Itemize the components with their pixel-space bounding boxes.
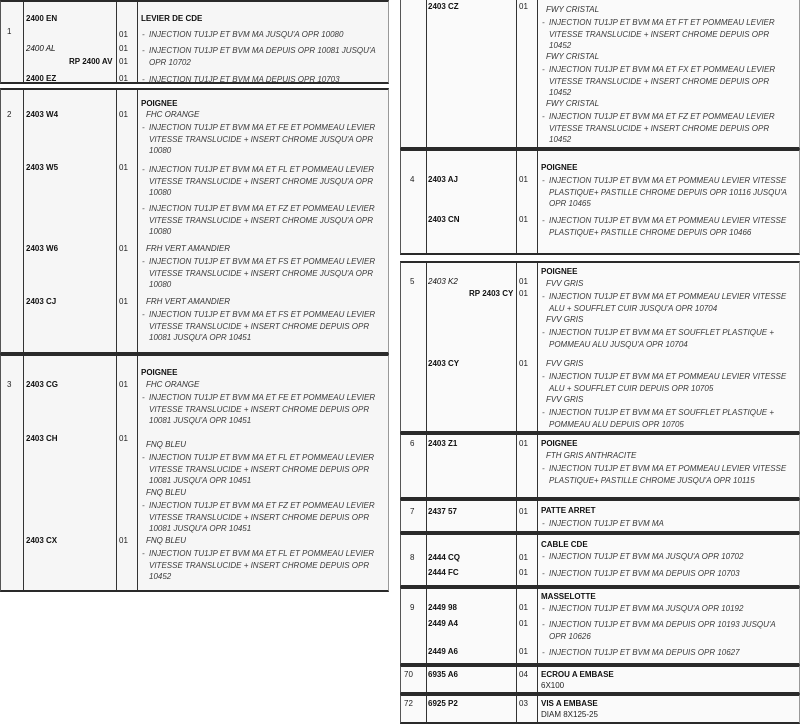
part-reference: 2403 CN (428, 215, 460, 224)
part-description: - INJECTION TU1JP ET BVM MA DEPUIS OPR 10193 JUSQU'A OPR 10626 (549, 619, 789, 642)
item-number: 2 (7, 110, 12, 119)
variant-label: FWY CRISTAL (546, 99, 600, 108)
variant-label: FRH VERT AMANDIER (146, 244, 231, 253)
part-spec: 6X100 (541, 681, 565, 690)
item-block-3 (0, 354, 389, 592)
quantity: 01 (519, 359, 528, 368)
part-reference: 2403 W5 (26, 163, 59, 172)
part-description: - INJECTION TU1JP ET BVM MA ET FL ET POMMEAU LEVIER VITESSE TRANSLUCIDE + INSERT CHROME DEPUIS OPR 10452 (149, 548, 381, 583)
part-title: CABLE CDE (541, 540, 588, 549)
quantity: 01 (119, 57, 128, 66)
variant-label: FWY CRISTAL (546, 52, 600, 61)
part-description: - INJECTION TU1JP ET BVM MA DEPUIS OPR 10081 JUSQU'A OPR 10702 (149, 45, 381, 68)
part-reference: 6925 P2 (428, 699, 458, 708)
part-description: - INJECTION TU1JP ET BVM MA ET POMMEAU LEVIER VITESSE PLASTIQUE+ PASTILLE CHROME DEPUIS OPR 10116 JUSQU'A OPR 10465 (549, 175, 789, 210)
part-reference: 2444 FC (428, 568, 459, 577)
item-block-4 (400, 149, 800, 255)
quantity: 01 (119, 163, 128, 172)
part-description: - INJECTION TU1JP ET BVM MA ET FS ET POMMEAU LEVIER VITESSE TRANSLUCIDE + INSERT CHROME DEPUIS OPR 10081 JUSQU'A OPR 10451 (149, 309, 381, 344)
part-reference: 2403 CH (26, 434, 58, 443)
item-number: 5 (410, 277, 415, 286)
part-description: - INJECTION TU1JP ET BVM MA ET POMMEAU LEVIER VITESSE ALU + SOUFFLET CUIR DEPUIS OPR 10705 (549, 371, 789, 394)
variant-label: FRH VERT AMANDIER (146, 297, 231, 306)
part-description: - INJECTION TU1JP ET BVM MA DEPUIS OPR 10627 (549, 647, 789, 659)
part-description: - INJECTION TU1JP ET BVM MA ET FZ ET POMMEAU LEVIER VITESSE TRANSLUCIDE + INSERT CHROME DEPUIS OPR 10081 JUSQU'A OPR 10451 (149, 500, 381, 535)
item-block-8 (400, 533, 800, 587)
part-title: POIGNEE (141, 99, 178, 108)
quantity: 04 (519, 670, 528, 679)
part-title: ECROU A EMBASE (541, 670, 614, 679)
part-reference: 2403 AJ (428, 175, 458, 184)
item-number: 72 (404, 699, 413, 708)
quantity: 01 (519, 603, 528, 612)
part-title: POIGNEE (541, 163, 578, 172)
variant-label: FTH GRIS ANTHRACITE (546, 451, 637, 460)
item-number: 1 (7, 27, 12, 36)
part-description: - INJECTION TU1JP ET BVM MA (549, 518, 789, 530)
variant-label: FNQ BLEU (146, 488, 187, 497)
part-description: - INJECTION TU1JP ET BVM MA ET FL ET POMMEAU LEVIER VITESSE TRANSLUCIDE + INSERT CHROME JUSQU'A OPR 10080 (149, 164, 381, 199)
item-number: 6 (410, 439, 415, 448)
quantity: 01 (119, 434, 128, 443)
quantity: 01 (519, 175, 528, 184)
variant-label: FVV GRIS (546, 315, 584, 324)
part-reference: 2400 EN (26, 14, 58, 23)
part-description: - INJECTION TU1JP ET BVM MA ET FS ET POMMEAU LEVIER VITESSE TRANSLUCIDE + INSERT CHROME JUSQU'A OPR 10080 (149, 256, 381, 291)
item-number: 3 (7, 380, 12, 389)
part-title: VIS A EMBASE (541, 699, 598, 708)
part-description: - INJECTION TU1JP ET BVM MA ET SOUFFLET PLASTIQUE + POMMEAU ALU JUSQU'A OPR 10704 (549, 327, 789, 350)
part-title: MASSELOTTE (541, 592, 596, 601)
quantity: 01 (519, 619, 528, 628)
item-number: 70 (404, 670, 413, 679)
part-description: - INJECTION TU1JP ET BVM MA ET FZ ET POMMEAU LEVIER VITESSE TRANSLUCIDE + INSERT CHROME DEPUIS OPR 10452 (549, 111, 789, 146)
quantity: 01 (119, 536, 128, 545)
variant-label: FWY CRISTAL (546, 5, 600, 14)
quantity: 01 (519, 553, 528, 562)
variant-label: FHC ORANGE (146, 110, 200, 119)
part-reference: 2403 W4 (26, 110, 59, 119)
item-block-1 (0, 0, 389, 84)
part-description: - INJECTION TU1JP ET BVM MA ET POMMEAU LEVIER VITESSE ALU + SOUFFLET CUIR JUSQU'A OPR 10704 (549, 291, 789, 314)
part-reference: 2400 EZ (26, 74, 57, 83)
variant-label: FVV GRIS (546, 279, 584, 288)
variant-label: FVV GRIS (546, 395, 584, 404)
variant-label: FHC ORANGE (146, 380, 200, 389)
quantity: 01 (519, 439, 528, 448)
part-reference: 2449 98 (428, 603, 457, 612)
part-reference: 2403 CJ (26, 297, 57, 306)
item-block-9 (400, 587, 800, 665)
quantity: 01 (119, 44, 128, 53)
part-title: POIGNEE (541, 439, 578, 448)
quantity: 01 (519, 647, 528, 656)
item-block-2 (0, 88, 389, 354)
part-title: POIGNEE (141, 368, 178, 377)
part-description: - INJECTION TU1JP ET BVM MA ET FT ET POMMEAU LEVIER VITESSE TRANSLUCIDE + INSERT CHROME DEPUIS OPR 10452 (549, 17, 789, 52)
quantity: 01 (119, 74, 128, 83)
variant-label: FNQ BLEU (146, 536, 187, 545)
part-description: - INJECTION TU1JP ET BVM MA ET FE ET POMMEAU LEVIER VITESSE TRANSLUCIDE + INSERT CHROME DEPUIS OPR 10081 JUSQU'A OPR 10451 (149, 392, 381, 427)
part-spec: DIAM 8X125-25 (541, 710, 598, 719)
part-reference: 2400 AL (26, 44, 56, 53)
quantity: 01 (119, 244, 128, 253)
part-title: PATTE ARRET (541, 506, 596, 515)
variant-label: FVV GRIS (546, 359, 584, 368)
part-description: - INJECTION TU1JP ET BVM MA ET FL ET POMMEAU LEVIER VITESSE TRANSLUCIDE + INSERT CHROME DEPUIS OPR 10081 JUSQU'A OPR 10451 (149, 452, 381, 487)
part-reference: 2403 CG (26, 380, 59, 389)
quantity: 01 (119, 297, 128, 306)
item-number: 4 (410, 175, 415, 184)
part-reference: 2403 CY (428, 359, 460, 368)
variant-label: FNQ BLEU (146, 440, 187, 449)
item-block-72 (400, 694, 800, 724)
part-reference: 6935 A6 (428, 670, 458, 679)
part-reference: 2444 CQ (428, 553, 461, 562)
part-title: POIGNEE (541, 267, 578, 276)
quantity: 01 (519, 2, 528, 11)
part-description: - INJECTION TU1JP ET BVM MA DEPUIS OPR 10703 (549, 568, 789, 580)
part-reference: 2449 A6 (428, 647, 458, 656)
quantity: 01 (119, 380, 128, 389)
part-reference-rp: RP 2403 CY (469, 289, 514, 298)
part-description: - INJECTION TU1JP ET BVM MA ET POMMEAU LEVIER VITESSE PLASTIQUE+ PASTILLE CHROME DEPUIS OPR 10466 (549, 215, 789, 238)
item-block-7 (400, 499, 800, 533)
part-description: - INJECTION TU1JP ET BVM MA ET POMMEAU LEVIER VITESSE PLASTIQUE+ PASTILLE CHROME JUSQU'A OPR 10115 (549, 463, 789, 486)
part-description: - INJECTION TU1JP ET BVM MA DEPUIS OPR 10703 (149, 74, 381, 86)
part-reference: 2403 W6 (26, 244, 59, 253)
quantity: 01 (519, 277, 528, 286)
item-block-70 (400, 665, 800, 694)
part-reference: 2403 K2 (428, 277, 458, 286)
part-description: - INJECTION TU1JP ET BVM MA ET FX ET POMMEAU LEVIER VITESSE TRANSLUCIDE + INSERT CHROME DEPUIS OPR 10452 (549, 64, 789, 99)
item-block-6 (400, 433, 800, 499)
part-description: - INJECTION TU1JP ET BVM MA ET FE ET POMMEAU LEVIER VITESSE TRANSLUCIDE + INSERT CHROME JUSQU'A OPR 10080 (149, 122, 381, 157)
quantity: 01 (519, 215, 528, 224)
part-reference: 2403 CZ (428, 2, 459, 11)
quantity: 01 (519, 289, 528, 298)
part-description: - INJECTION TU1JP ET BVM MA JUSQU'A OPR 10702 (549, 551, 789, 563)
item-block-continued (400, 0, 800, 149)
part-description: - INJECTION TU1JP ET BVM MA JUSQU'A OPR 10080 (149, 29, 381, 41)
quantity: 01 (519, 568, 528, 577)
item-number: 9 (410, 603, 415, 612)
part-reference: 2437 57 (428, 507, 457, 516)
part-description: - INJECTION TU1JP ET BVM MA ET FZ ET POMMEAU LEVIER VITESSE TRANSLUCIDE + INSERT CHROME JUSQU'A OPR 10080 (149, 203, 381, 238)
quantity: 03 (519, 699, 528, 708)
item-number: 7 (410, 507, 415, 516)
quantity: 01 (519, 507, 528, 516)
part-title: LEVIER DE CDE (141, 14, 203, 23)
item-number: 8 (410, 553, 415, 562)
part-reference: 2449 A4 (428, 619, 458, 628)
part-description: - INJECTION TU1JP ET BVM MA JUSQU'A OPR 10192 (549, 603, 789, 615)
part-reference: 2403 CX (26, 536, 58, 545)
part-reference: 2403 Z1 (428, 439, 458, 448)
quantity: 01 (119, 110, 128, 119)
part-reference-rp: RP 2400 AV (69, 57, 113, 66)
part-description: - INJECTION TU1JP ET BVM MA ET SOUFFLET PLASTIQUE + POMMEAU ALU DEPUIS OPR 10705 (549, 407, 789, 430)
quantity: 01 (119, 30, 128, 39)
item-block-5 (400, 261, 800, 433)
